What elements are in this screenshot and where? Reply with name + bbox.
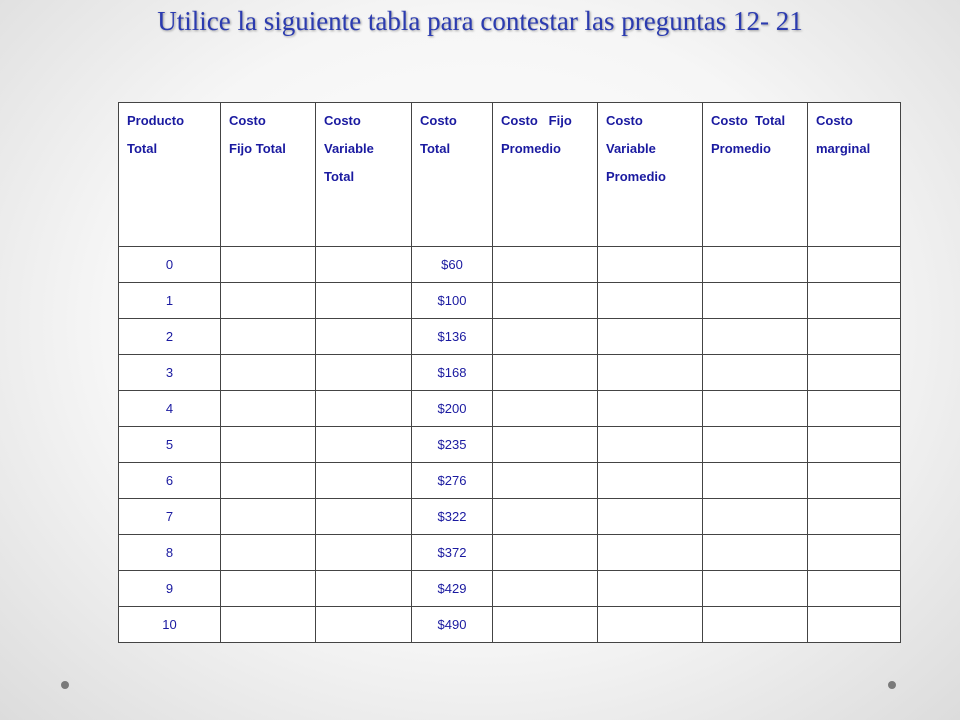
column-header-line: Costo — [420, 113, 457, 128]
empty-cell — [808, 319, 901, 355]
empty-cell — [221, 499, 316, 535]
empty-cell — [598, 247, 703, 283]
empty-cell — [598, 535, 703, 571]
column-header — [119, 103, 221, 247]
empty-cell — [316, 391, 412, 427]
column-header — [316, 103, 412, 247]
total-cost-cell: $276 — [412, 463, 493, 499]
empty-cell — [808, 427, 901, 463]
empty-cell — [598, 607, 703, 643]
empty-cell — [221, 355, 316, 391]
slide-dot-right — [888, 681, 896, 689]
table-row — [119, 391, 901, 427]
table-row — [119, 607, 901, 643]
empty-cell — [316, 607, 412, 643]
column-header — [703, 103, 808, 247]
empty-cell — [221, 463, 316, 499]
empty-cell — [493, 391, 598, 427]
empty-cell — [493, 571, 598, 607]
column-header — [412, 103, 493, 247]
empty-cell — [221, 607, 316, 643]
total-cost-cell: $60 — [412, 247, 493, 283]
empty-cell — [703, 391, 808, 427]
empty-cell — [221, 319, 316, 355]
empty-cell — [703, 355, 808, 391]
column-header-line: Promedio — [711, 141, 771, 156]
column-header-line: Total — [324, 169, 355, 184]
empty-cell — [493, 247, 598, 283]
empty-cell — [598, 391, 703, 427]
product-cell: 7 — [119, 499, 221, 535]
empty-cell — [703, 571, 808, 607]
total-cost-cell: $372 — [412, 535, 493, 571]
empty-cell — [493, 499, 598, 535]
empty-cell — [808, 607, 901, 643]
product-cell: 0 — [119, 247, 221, 283]
empty-cell — [598, 571, 703, 607]
empty-cell — [808, 499, 901, 535]
empty-cell — [316, 463, 412, 499]
empty-cell — [703, 247, 808, 283]
product-cell: 9 — [119, 571, 221, 607]
column-header — [808, 103, 901, 247]
product-cell: 6 — [119, 463, 221, 499]
column-header — [598, 103, 703, 247]
total-cost-cell: $168 — [412, 355, 493, 391]
column-header-line: Promedio — [501, 141, 561, 156]
column-header-line: Variable — [324, 141, 374, 156]
empty-cell — [493, 355, 598, 391]
empty-cell — [493, 607, 598, 643]
product-cell: 1 — [119, 283, 221, 319]
empty-cell — [316, 571, 412, 607]
empty-cell — [316, 535, 412, 571]
empty-cell — [316, 355, 412, 391]
empty-cell — [808, 283, 901, 319]
slide-dot-left — [61, 681, 69, 689]
table-row — [119, 535, 901, 571]
product-cell: 3 — [119, 355, 221, 391]
empty-cell — [316, 427, 412, 463]
empty-cell — [703, 535, 808, 571]
slide-title: Utilice la siguiente tabla para contestar las preguntas 12- 21 — [157, 6, 803, 36]
column-header-line: Costo — [606, 113, 643, 128]
product-cell: 10 — [119, 607, 221, 643]
empty-cell — [598, 319, 703, 355]
column-header-line: Total — [127, 141, 158, 156]
empty-cell — [493, 319, 598, 355]
product-cell: 5 — [119, 427, 221, 463]
empty-cell — [808, 247, 901, 283]
empty-cell — [703, 427, 808, 463]
empty-cell — [316, 283, 412, 319]
table-row — [119, 283, 901, 319]
empty-cell — [703, 607, 808, 643]
column-header-line: Costo — [229, 113, 266, 128]
empty-cell — [808, 391, 901, 427]
total-cost-cell: $136 — [412, 319, 493, 355]
empty-cell — [316, 499, 412, 535]
column-header-line: Costo — [816, 113, 853, 128]
empty-cell — [221, 535, 316, 571]
column-header-line: Costo — [324, 113, 361, 128]
total-cost-cell: $322 — [412, 499, 493, 535]
empty-cell — [703, 283, 808, 319]
table-row — [119, 247, 901, 283]
empty-cell — [221, 247, 316, 283]
total-cost-cell: $200 — [412, 391, 493, 427]
column-header-line: Producto — [127, 113, 185, 128]
column-header-line: marginal — [816, 141, 871, 156]
table-row — [119, 355, 901, 391]
column-header-line: Fijo Total — [229, 141, 286, 156]
total-cost-cell: $235 — [412, 427, 493, 463]
empty-cell — [316, 247, 412, 283]
empty-cell — [808, 463, 901, 499]
column-header-line: Variable — [606, 141, 656, 156]
empty-cell — [221, 427, 316, 463]
product-cell: 4 — [119, 391, 221, 427]
empty-cell — [703, 319, 808, 355]
empty-cell — [808, 355, 901, 391]
column-header-line: Total — [420, 141, 451, 156]
table-row — [119, 571, 901, 607]
table-row — [119, 319, 901, 355]
empty-cell — [598, 499, 703, 535]
column-header-line: Costo Fijo — [501, 113, 572, 128]
empty-cell — [598, 427, 703, 463]
table-row — [119, 499, 901, 535]
table-header-row — [119, 103, 901, 247]
product-cell: 2 — [119, 319, 221, 355]
table-row — [119, 463, 901, 499]
total-cost-cell: $429 — [412, 571, 493, 607]
table-row — [119, 427, 901, 463]
empty-cell — [703, 463, 808, 499]
empty-cell — [493, 283, 598, 319]
empty-cell — [221, 391, 316, 427]
column-header — [221, 103, 316, 247]
empty-cell — [493, 463, 598, 499]
empty-cell — [493, 427, 598, 463]
empty-cell — [703, 499, 808, 535]
cost-table — [118, 102, 901, 643]
empty-cell — [493, 535, 598, 571]
empty-cell — [808, 535, 901, 571]
empty-cell — [221, 283, 316, 319]
empty-cell — [221, 571, 316, 607]
column-header-line: Costo Total — [711, 113, 786, 128]
column-header — [493, 103, 598, 247]
total-cost-cell: $100 — [412, 283, 493, 319]
empty-cell — [808, 571, 901, 607]
column-header-line: Promedio — [606, 169, 666, 184]
product-cell: 8 — [119, 535, 221, 571]
total-cost-cell: $490 — [412, 607, 493, 643]
empty-cell — [598, 283, 703, 319]
empty-cell — [316, 319, 412, 355]
empty-cell — [598, 355, 703, 391]
empty-cell — [598, 463, 703, 499]
